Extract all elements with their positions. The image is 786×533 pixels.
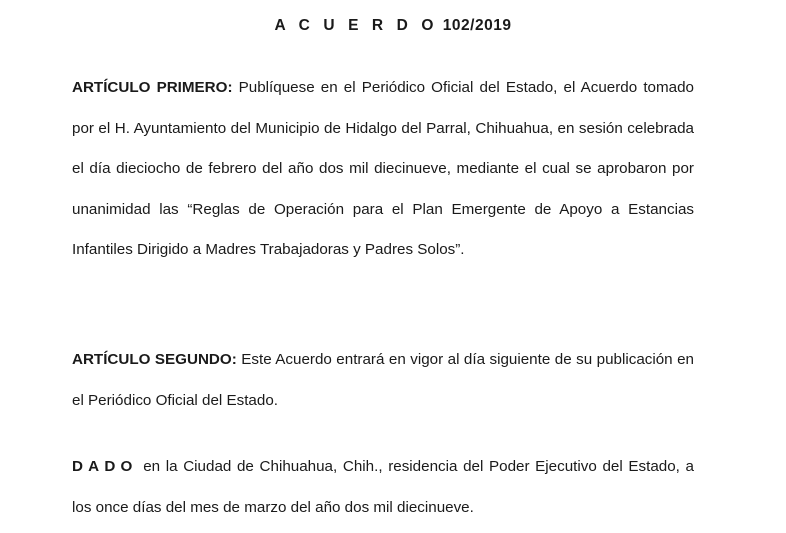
article-first-heading: ARTÍCULO PRIMERO: <box>72 79 233 96</box>
article-first-text: Publíquese en el Periódico Oficial del Estado, el Acuerdo tomado por el H. Ayuntamiento del Municipio de Hidalgo del Parral, Chihuahua, en sesión celebrada el día dieciocho de febrero del año dos mil diecinueve, mediante el cual se aprobaron por unanimidad las “Reglas de Operación para el Plan Emergente de Apoyo a Estancias Infantiles Dirigido a Madres Trabajadoras y Padres Solos”. <box>72 79 694 258</box>
document-title-number: 102/2019 <box>442 17 512 34</box>
closing-paragraph <box>72 447 694 528</box>
document-title <box>0 17 786 35</box>
article-second-text: Este Acuerdo entrará en vigor al día siguiente de su publicación en el Periódico Oficial del Estado. <box>72 351 694 409</box>
document-title-word: A C U E R D O <box>274 17 438 34</box>
article-second-heading: ARTÍCULO SEGUNDO: <box>72 351 237 368</box>
article-second <box>72 340 694 421</box>
article-first <box>72 68 694 271</box>
closing-text: en la Ciudad de Chihuahua, Chih., residencia del Poder Ejecutivo del Estado, a los once días del mes de marzo del año dos mil diecinueve. <box>72 458 694 516</box>
closing-heading: DADO <box>72 458 138 475</box>
